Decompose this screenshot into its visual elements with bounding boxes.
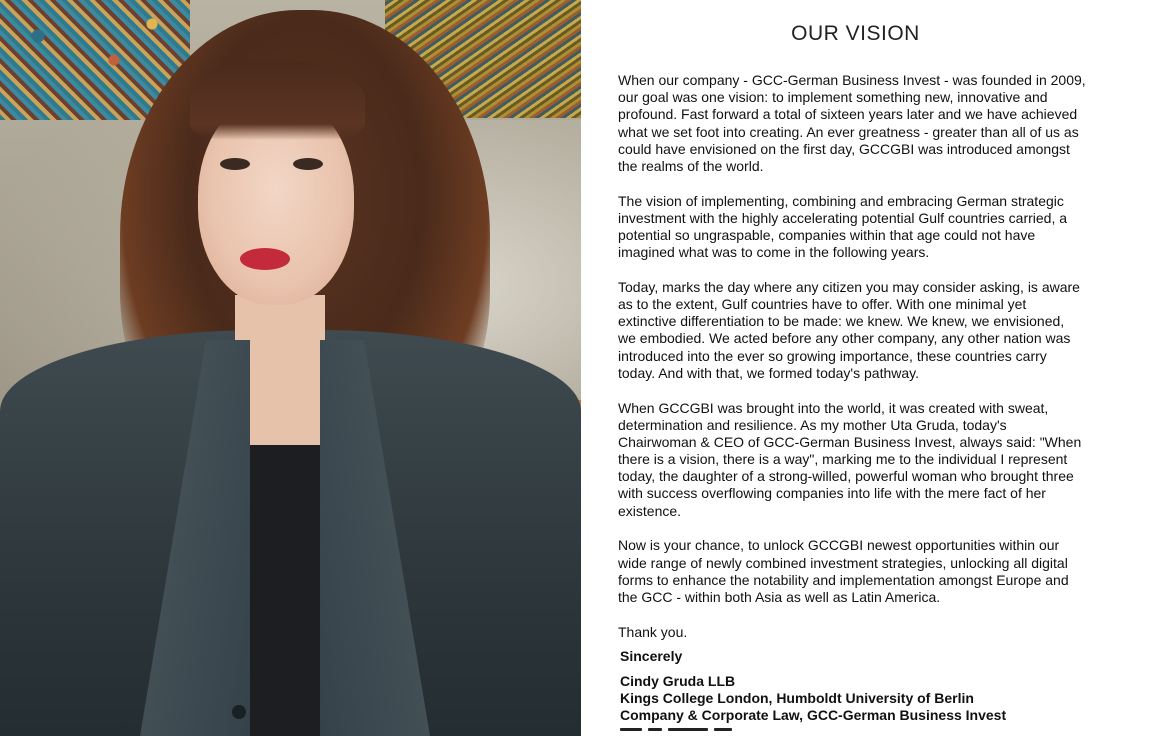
text-line: When GCCGBI was brought into the world, it was created with sweat,	[618, 399, 1049, 416]
text-line: investment with the highly accelerating potential Gulf countries carried, a	[618, 209, 1068, 226]
text-line: existence.	[618, 502, 682, 519]
text-line: imagined what was to come in the following years.	[618, 244, 930, 261]
signature-name: Cindy Gruda LLB	[620, 673, 736, 689]
paragraph-thanks	[618, 624, 1160, 641]
paragraph-founding	[618, 72, 1160, 175]
letter-body	[618, 72, 1160, 651]
text-line: determination and resilience. As my mother Uta Gruda, today's	[618, 416, 1007, 433]
text-line: as to the extent, Gulf countries have to offer. With one minimal yet	[618, 296, 1027, 313]
cutoff-text-fragment	[620, 728, 740, 736]
text-line: today, the daughter of a strong-willed, powerful woman who brought three	[618, 468, 1074, 485]
paragraph-origin	[618, 400, 1160, 520]
text-line: The vision of implementing, combining and embracing German strategic	[618, 192, 1064, 209]
signature-position: Company & Corporate Law, GCC-German Business Invest	[620, 707, 1007, 723]
text-line: Chairwoman & CEO of GCC-German Business Invest, always said: "When	[618, 433, 1082, 450]
text-line: extinctive differentiation to be made: we knew. We knew, we envisioned,	[618, 313, 1065, 330]
text-line: introduced into the ever so growing importance, these countries carry	[618, 347, 1047, 364]
jacket-button	[232, 705, 246, 719]
text-line: Today, marks the day where any citizen you may consider asking, is aware	[618, 278, 1080, 295]
text-line: there is a vision, there is a way", marking me to the individual I represent	[618, 451, 1068, 468]
text-line: the realms of the world.	[618, 157, 764, 174]
signature-closing: Sincerely	[620, 648, 683, 664]
text-line: what we set foot into creating. An ever greatness - greater than all of us as	[618, 123, 1079, 140]
page-title: OUR VISION	[791, 22, 920, 45]
portrait-lips	[240, 248, 290, 270]
text-line: Now is your chance, to unlock GCCGBI newest opportunities within our	[618, 537, 1060, 554]
signature-education: Kings College London, Humboldt University of Berlin	[620, 690, 974, 706]
text-line: Thank you.	[618, 623, 688, 640]
paragraph-opportunity	[618, 537, 1160, 606]
vision-letter	[581, 0, 1160, 736]
portrait-eye-left	[220, 158, 250, 170]
text-line: profound. Fast forward a total of sixteen years later and we have achieved	[618, 106, 1078, 123]
text-line: could have envisioned on the first day, GCCGBI was introduced amongst	[618, 140, 1070, 157]
paragraph-investment	[618, 193, 1160, 262]
text-line: today. And with that, we formed today's pathway.	[618, 364, 919, 381]
text-line: forms to enhance the notability and implementation amongst Europe and	[618, 571, 1069, 588]
text-line: potential so ungraspable, companies within that age could not have	[618, 227, 1036, 243]
paragraph-today	[618, 279, 1160, 382]
text-line: we embodied. We acted before any other company, any other nation was	[618, 330, 1071, 347]
text-line: When our company - GCC-German Business Invest - was founded in 2009,	[618, 72, 1086, 88]
portrait-eye-right	[293, 158, 323, 170]
text-line: with success overflowing companies into life with the mere fact of her	[618, 485, 1046, 502]
text-line: wide range of newly combined investment strategies, unlocking all digital	[618, 554, 1068, 571]
portrait-bangs	[190, 60, 365, 140]
text-line: the GCC - within both Asia as well as Latin America.	[618, 588, 941, 605]
text-line: our goal was one vision: to implement something new, innovative and	[618, 89, 1048, 106]
